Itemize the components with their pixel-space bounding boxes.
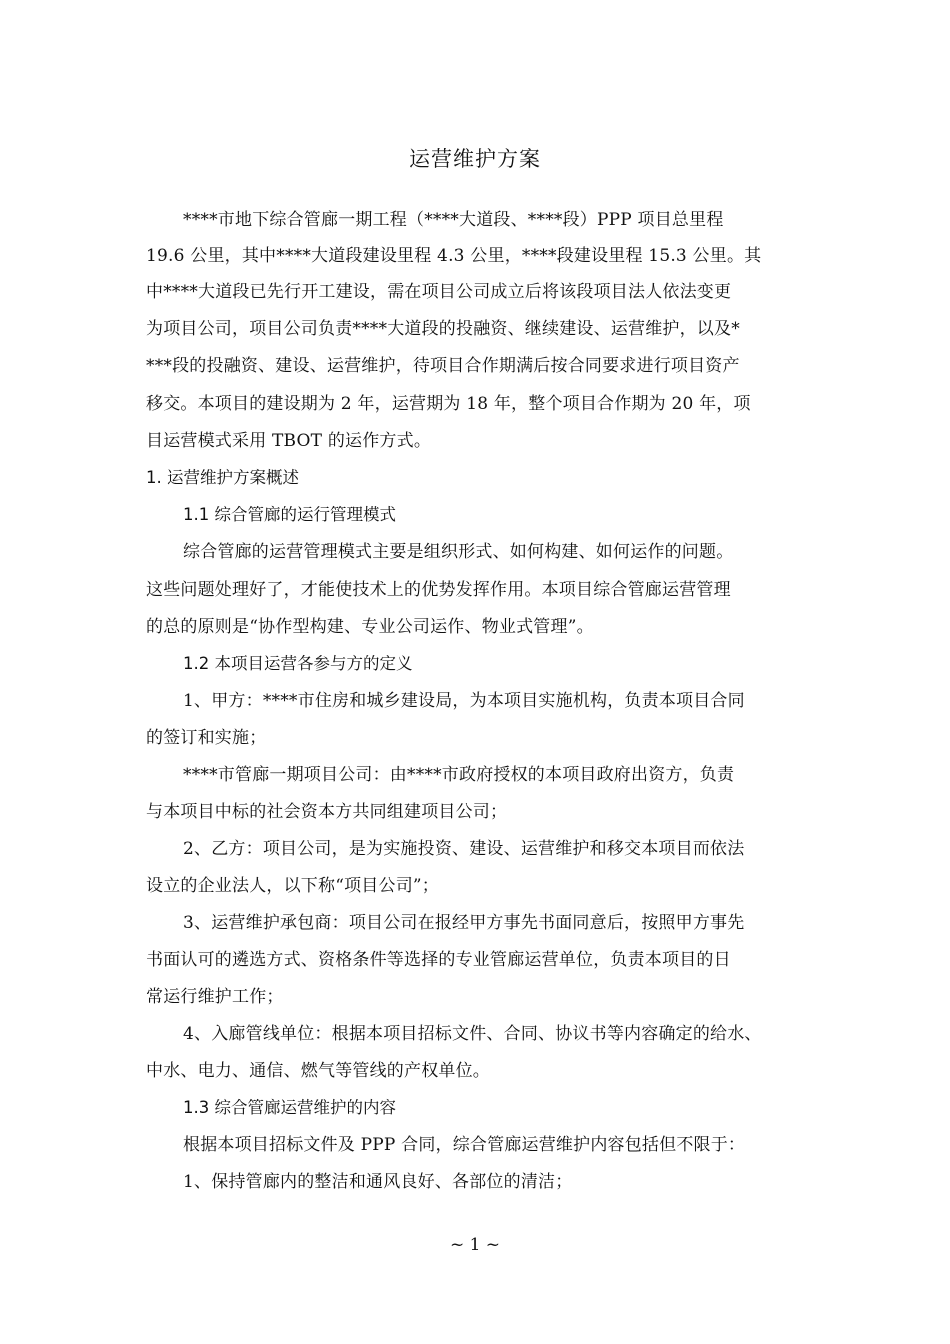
paragraph-line: 常运行维护工作； (146, 987, 284, 1007)
paragraph-line: 书面认可的遴选方式、资格条件等选择的专业管廊运营单位，负责本项目的日 (146, 950, 731, 970)
paragraph-line: 3、运营维护承包商：项目公司在报经甲方事先书面同意后，按照甲方事先 (183, 913, 745, 933)
paragraph-line: 1、保持管廊内的整洁和通风良好、各部位的清洁； (183, 1172, 573, 1192)
paragraph-line: 这些问题处理好了，才能使技术上的优势发挥作用。本项目综合管廊运营管理 (146, 580, 731, 600)
paragraph-line: 根据本项目招标文件及 PPP 合同，综合管廊运营维护内容包括但不限于： (183, 1135, 746, 1155)
paragraph-line: 1、甲方：****市住房和城乡建设局，为本项目实施机构，负责本项目合同 (183, 691, 745, 711)
paragraph-line: ***段的投融资、建设、运营维护，待项目合作期满后按合同要求进行项目资产 (146, 356, 740, 376)
paragraph-line: 设立的企业法人，以下称“项目公司”； (146, 876, 439, 896)
page-title: 运营维护方案 (409, 147, 541, 171)
paragraph-line: 中水、电力、通信、燃气等管线的产权单位。 (146, 1061, 490, 1081)
paragraph-line: 中****大道段已先行开工建设，需在项目公司成立后将该段项目法人依法变更 (146, 282, 732, 302)
subsection-heading: 1.2 本项目运营各参与方的定义 (183, 654, 413, 673)
paragraph-line: 目运营模式采用 TBOT 的运作方式。 (146, 431, 432, 451)
subsection-heading: 1.3 综合管廊运营维护的内容 (183, 1098, 396, 1117)
paragraph-line: 19.6 公里，其中****大道段建设里程 4.3 公里，****段建设里程 15.3 公里。其 (146, 246, 762, 266)
subsection-heading: 1.1 综合管廊的运行管理模式 (183, 505, 396, 524)
paragraph-line: 的总的原则是“协作型构建、专业公司运作、物业式管理”。 (146, 617, 594, 637)
section-heading: 1. 运营维护方案概述 (146, 468, 299, 487)
paragraph-line: 移交。本项目的建设期为 2 年，运营期为 18 年，整个项目合作期为 20 年，项 (146, 394, 751, 414)
paragraph-line: 2、乙方：项目公司，是为实施投资、建设、运营维护和移交本项目而依法 (183, 839, 745, 859)
paragraph-line: 4、入廊管线单位：根据本项目招标文件、合同、协议书等内容确定的给水、 (183, 1024, 762, 1044)
paragraph-line: 综合管廊的运营管理模式主要是组织形式、如何构建、如何运作的问题。 (183, 542, 734, 562)
paragraph-line: 与本项目中标的社会资本方共同组建项目公司； (146, 802, 508, 822)
page-number: ~ 1 ~ (449, 1235, 501, 1255)
paragraph-line: ****市地下综合管廊一期工程（****大道段、****段）PPP 项目总里程 (183, 210, 724, 230)
paragraph-line: 为项目公司，项目公司负责****大道段的投融资、继续建设、运营维护，以及* (146, 319, 740, 339)
paragraph-line: 的签订和实施； (146, 728, 267, 748)
paragraph-line: ****市管廊一期项目公司：由****市政府授权的本项目政府出资方，负责 (183, 765, 735, 785)
